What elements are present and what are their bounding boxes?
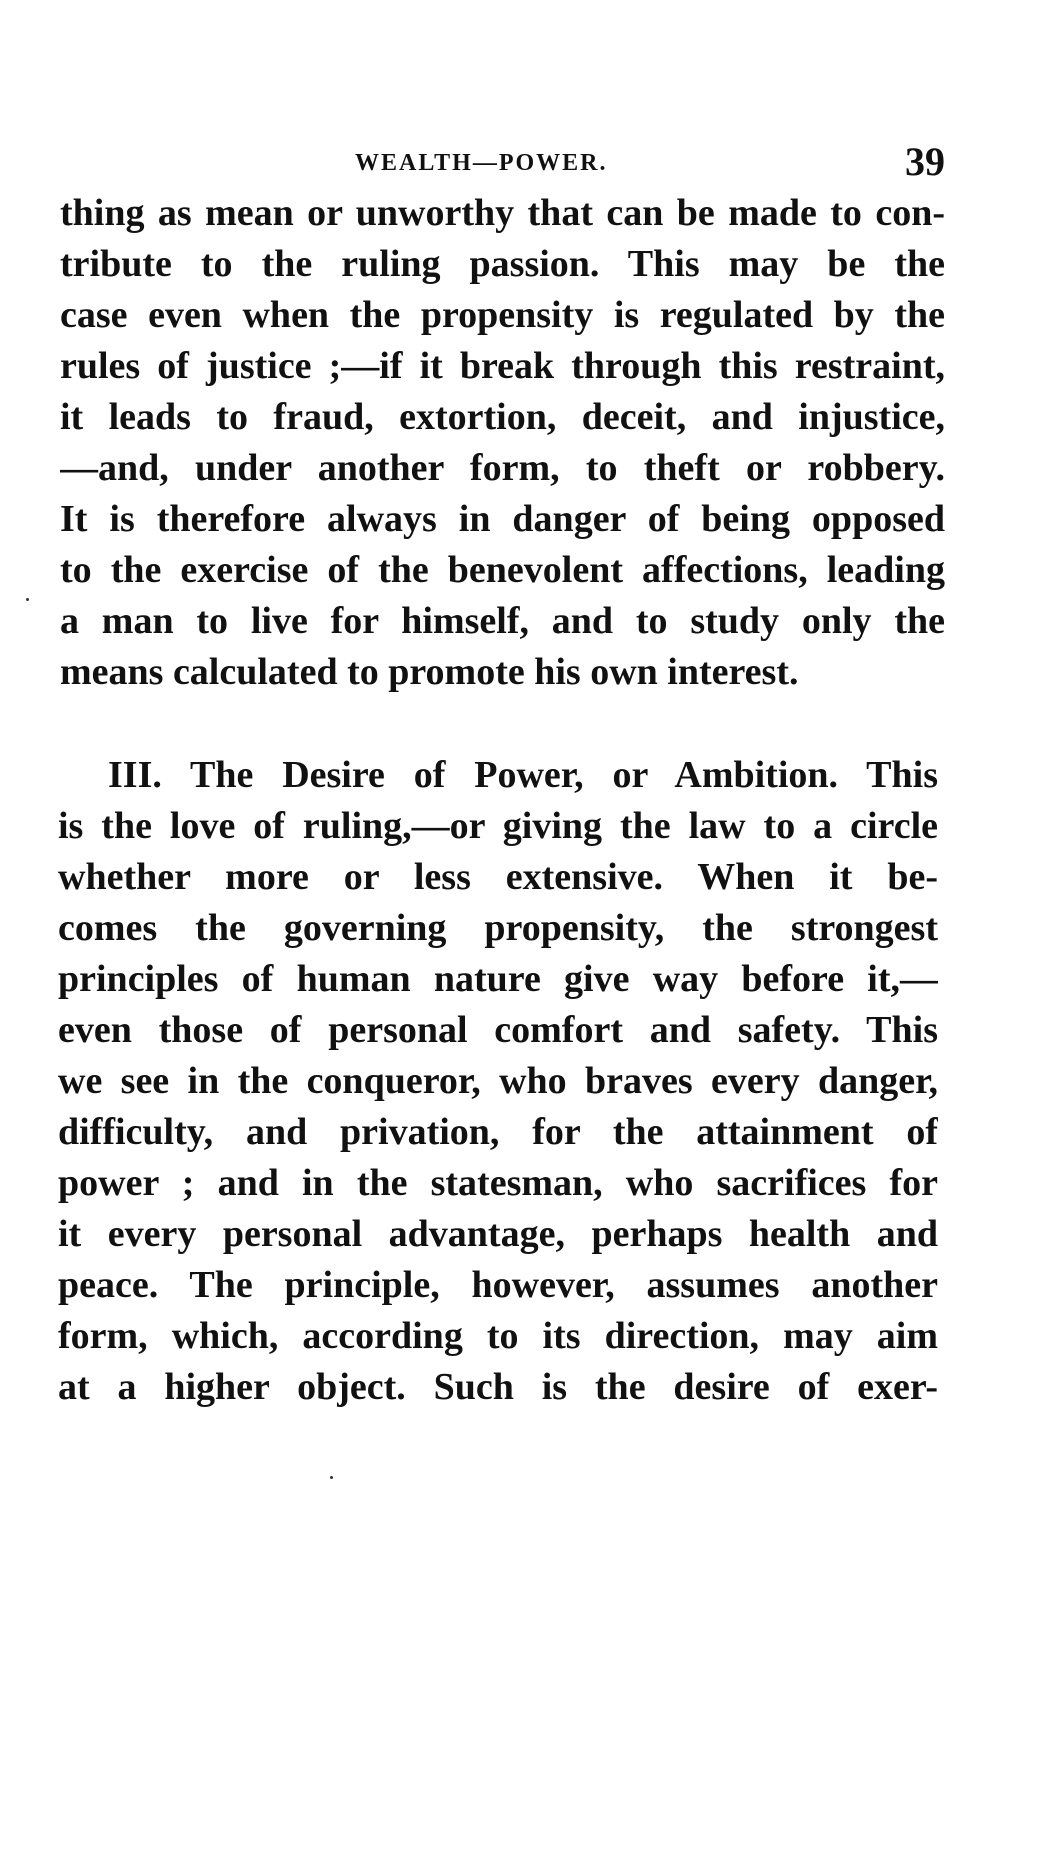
page-number: 39: [905, 139, 945, 184]
text-line: principles of human nature give way before it,—: [58, 958, 938, 1000]
text-line: it leads to fraud, extortion, deceit, and injustice,: [60, 396, 945, 438]
text-line: at a higher object. Such is the desire of exer-: [58, 1366, 938, 1408]
text-line: tribute to the ruling passion. This may be the: [60, 243, 945, 285]
text-line: is the love of ruling,—or giving the law to a circle: [58, 805, 938, 847]
text-line: rules of justice ;—if it break through this restraint,: [60, 345, 945, 387]
running-header: WEALTH—POWER.: [355, 150, 608, 176]
text-line: peace. The principle, however, assumes another: [58, 1264, 938, 1306]
text-line: power ; and in the statesman, who sacrifices for: [58, 1162, 938, 1204]
text-line: III. The Desire of Power, or Ambition. This: [108, 754, 938, 796]
text-line: means calculated to promote his own interest.: [60, 651, 799, 693]
text-line: we see in the conqueror, who braves every danger,: [58, 1060, 938, 1102]
print-speck: [330, 1476, 333, 1479]
text-line: thing as mean or unworthy that can be made to con-: [60, 192, 945, 234]
print-speck: [26, 598, 29, 601]
text-line: —and, under another form, to theft or robbery.: [60, 447, 945, 489]
text-line: even those of personal comfort and safety. This: [58, 1009, 938, 1051]
text-line: whether more or less extensive. When it be-: [58, 856, 938, 898]
text-line: case even when the propensity is regulated by the: [60, 294, 945, 336]
text-line: a man to live for himself, and to study only the: [60, 600, 945, 642]
text-line: It is therefore always in danger of being opposed: [60, 498, 945, 540]
text-line: to the exercise of the benevolent affections, leading: [60, 549, 945, 591]
text-line: form, which, according to its direction, may aim: [58, 1315, 938, 1357]
text-line: difficulty, and privation, for the attainment of: [58, 1111, 938, 1153]
text-line: it every personal advantage, perhaps health and: [58, 1213, 938, 1255]
text-line: comes the governing propensity, the strongest: [58, 907, 938, 949]
